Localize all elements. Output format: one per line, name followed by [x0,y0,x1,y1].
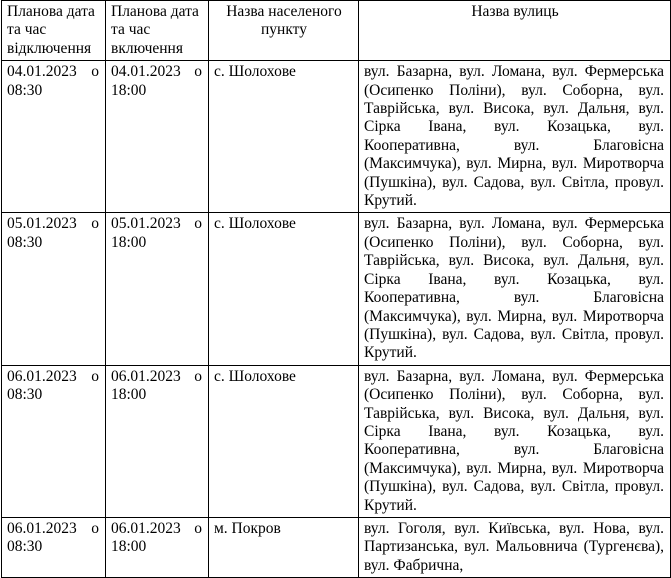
on-datetime-cell: 04.01.2023 о 18:00 [106,61,209,213]
table-row [2,365,671,517]
on-datetime-cell: 06.01.2023 о 18:00 [106,517,209,577]
header-off-datetime: Планова дата та час відключення [2,1,106,61]
off-datetime-cell: 05.01.2023 о 08:30 [2,213,106,365]
header-settlement: Назва населеного пункту [209,1,359,61]
settlement-cell: м. Покров [209,517,359,577]
header-streets: Назва вулиць [359,1,671,61]
on-datetime-cell: 06.01.2023 о 18:00 [106,365,209,517]
table-row [2,213,671,365]
off-datetime-cell: 06.01.2023 о 08:30 [2,365,106,517]
streets-cell: вул. Базарна, вул. Ломана, вул. Фермерська (Осипенко Поліни), вул. Соборна, вул. Таврійська, вул. Висока, вул. Дальня, вул. Сірка Івана, вул. Козацька, вул. Кооперативна, вул. Благовісна (Максимчука), вул. Мирна, вул. Миротворча (Пушкіна), вул. Садова, вул. Світла, провул. Крутий. [359,61,671,213]
streets-cell: вул. Гоголя, вул. Київська, вул. Нова, вул. Партизанська, вул. Мальовнича (Тургенєва), вул. Фабрична, [359,517,671,577]
streets-cell: вул. Базарна, вул. Ломана, вул. Фермерська (Осипенко Поліни), вул. Соборна, вул. Таврійська, вул. Висока, вул. Дальня, вул. Сірка Івана, вул. Козацька, вул. Кооперативна, вул. Благовісна (Максимчука), вул. Мирна, вул. Миротворча (Пушкіна), вул. Садова, вул. Світла, провул. Крутий. [359,365,671,517]
header-on-datetime: Планова дата та час включення [106,1,209,61]
table-row [2,61,671,213]
settlement-cell: с. Шолохове [209,61,359,213]
outage-schedule-table [1,0,671,578]
off-datetime-cell: 06.01.2023 о 08:30 [2,517,106,577]
table-header-row [2,1,671,61]
table-row [2,517,671,577]
settlement-cell: с. Шолохове [209,213,359,365]
on-datetime-cell: 05.01.2023 о 18:00 [106,213,209,365]
streets-cell: вул. Базарна, вул. Ломана, вул. Фермерська (Осипенко Поліни), вул. Соборна, вул. Таврійська, вул. Висока, вул. Дальня, вул. Сірка Івана, вул. Козацька, вул. Кооперативна, вул. Благовісна (Максимчука), вул. Мирна, вул. Миротворча (Пушкіна), вул. Садова, вул. Світла, провул. Крутий. [359,213,671,365]
off-datetime-cell: 04.01.2023 о 08:30 [2,61,106,213]
settlement-cell: с. Шолохове [209,365,359,517]
